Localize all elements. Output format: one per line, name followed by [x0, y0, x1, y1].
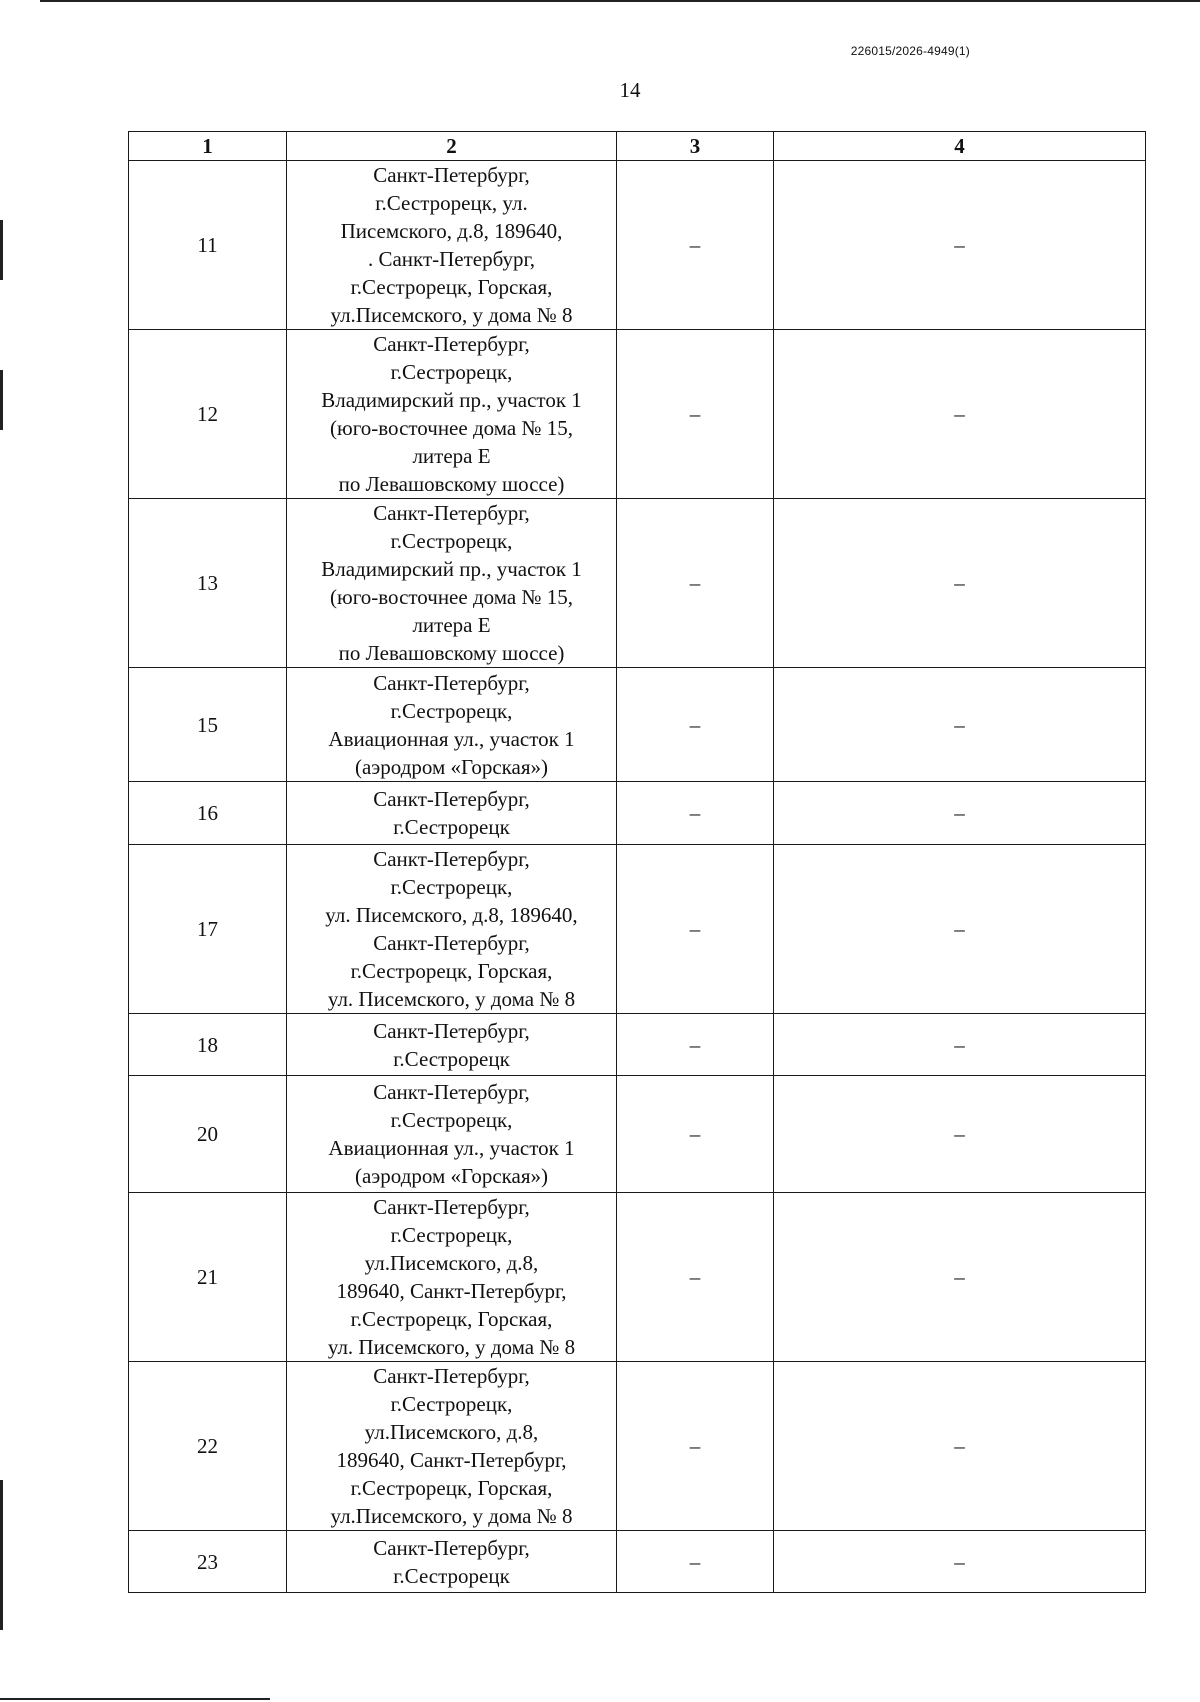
address-cell: Санкт-Петербург, г.Сестрорецк, ул.Писемского, д.8, 189640, Санкт-Петербург, г.Сестрорецк, Горская, ул.Писемского, у дома № 8	[287, 1362, 617, 1531]
table-row	[129, 161, 1146, 330]
row-number: 18	[129, 1014, 287, 1076]
cell-col3: –	[617, 1362, 774, 1531]
row-number: 11	[129, 161, 287, 330]
address-cell: Санкт-Петербург, г.Сестрорецк	[287, 1531, 617, 1593]
row-number: 22	[129, 1362, 287, 1531]
address-table	[128, 131, 1146, 1593]
table-row	[129, 1362, 1146, 1531]
document-number: 226015/2026-4949(1)	[850, 44, 970, 58]
cell-col3: –	[617, 161, 774, 330]
cell-col3: –	[617, 1014, 774, 1076]
address-cell: Санкт-Петербург, г.Сестрорецк, ул.Писемского, д.8, 189640, Санкт-Петербург, г.Сестрорецк, Горская, ул. Писемского, у дома № 8	[287, 1193, 617, 1362]
address-cell: Санкт-Петербург, г.Сестрорецк, ул. Писемского, д.8, 189640, Санкт-Петербург, г.Сестрорецк, Горская, ул. Писемского, у дома № 8	[287, 845, 617, 1014]
scan-mark-left	[0, 1480, 3, 1630]
cell-col3: –	[617, 782, 774, 845]
row-number: 21	[129, 1193, 287, 1362]
address-cell: Санкт-Петербург, г.Сестрорецк	[287, 782, 617, 845]
row-number: 15	[129, 668, 287, 782]
address-cell: Санкт-Петербург, г.Сестрорецк, Владимирский пр., участок 1 (юго-восточнее дома № 15, литера Е по Левашовскому шоссе)	[287, 499, 617, 668]
cell-col3: –	[617, 1531, 774, 1593]
address-cell: Санкт-Петербург, г.Сестрорецк, Владимирский пр., участок 1 (юго-восточнее дома № 15, литера Е по Левашовскому шоссе)	[287, 330, 617, 499]
cell-col3: –	[617, 1076, 774, 1193]
cell-col3: –	[617, 1193, 774, 1362]
row-number: 23	[129, 1531, 287, 1593]
cell-col4: –	[774, 782, 1146, 845]
table-row	[129, 668, 1146, 782]
table-row	[129, 1014, 1146, 1076]
cell-col4: –	[774, 1014, 1146, 1076]
row-number: 13	[129, 499, 287, 668]
column-header: 2	[287, 132, 617, 161]
cell-col4: –	[774, 1531, 1146, 1593]
table-header-row	[129, 132, 1146, 161]
scan-border-bottom	[0, 1698, 270, 1700]
address-cell: Санкт-Петербург, г.Сестрорецк	[287, 1014, 617, 1076]
table-row	[129, 1531, 1146, 1593]
cell-col4: –	[774, 1362, 1146, 1531]
cell-col4: –	[774, 845, 1146, 1014]
table-row	[129, 1076, 1146, 1193]
cell-col3: –	[617, 668, 774, 782]
table-row	[129, 499, 1146, 668]
table-row	[129, 330, 1146, 499]
row-number: 16	[129, 782, 287, 845]
table-row	[129, 845, 1146, 1014]
column-header: 3	[617, 132, 774, 161]
row-number: 20	[129, 1076, 287, 1193]
cell-col4: –	[774, 668, 1146, 782]
cell-col4: –	[774, 330, 1146, 499]
address-cell: Санкт-Петербург, г.Сестрорецк, Авиационная ул., участок 1 (аэродром «Горская»)	[287, 668, 617, 782]
cell-col4: –	[774, 1193, 1146, 1362]
address-cell: Санкт-Петербург, г.Сестрорецк, ул. Писемского, д.8, 189640, . Санкт-Петербург, г.Сестрорецк, Горская, ул.Писемского, у дома № 8	[287, 161, 617, 330]
table-row	[129, 1193, 1146, 1362]
cell-col4: –	[774, 499, 1146, 668]
table-row	[129, 782, 1146, 845]
cell-col3: –	[617, 499, 774, 668]
column-header: 1	[129, 132, 287, 161]
page-number: 14	[619, 78, 641, 102]
scan-mark-left	[0, 220, 3, 280]
cell-col3: –	[617, 845, 774, 1014]
row-number: 12	[129, 330, 287, 499]
address-cell: Санкт-Петербург, г.Сестрорецк, Авиационная ул., участок 1 (аэродром «Горская»)	[287, 1076, 617, 1193]
row-number: 17	[129, 845, 287, 1014]
column-header: 4	[774, 132, 1146, 161]
cell-col3: –	[617, 330, 774, 499]
scan-border-top	[40, 0, 1200, 2]
cell-col4: –	[774, 161, 1146, 330]
cell-col4: –	[774, 1076, 1146, 1193]
scan-mark-left	[0, 370, 3, 430]
